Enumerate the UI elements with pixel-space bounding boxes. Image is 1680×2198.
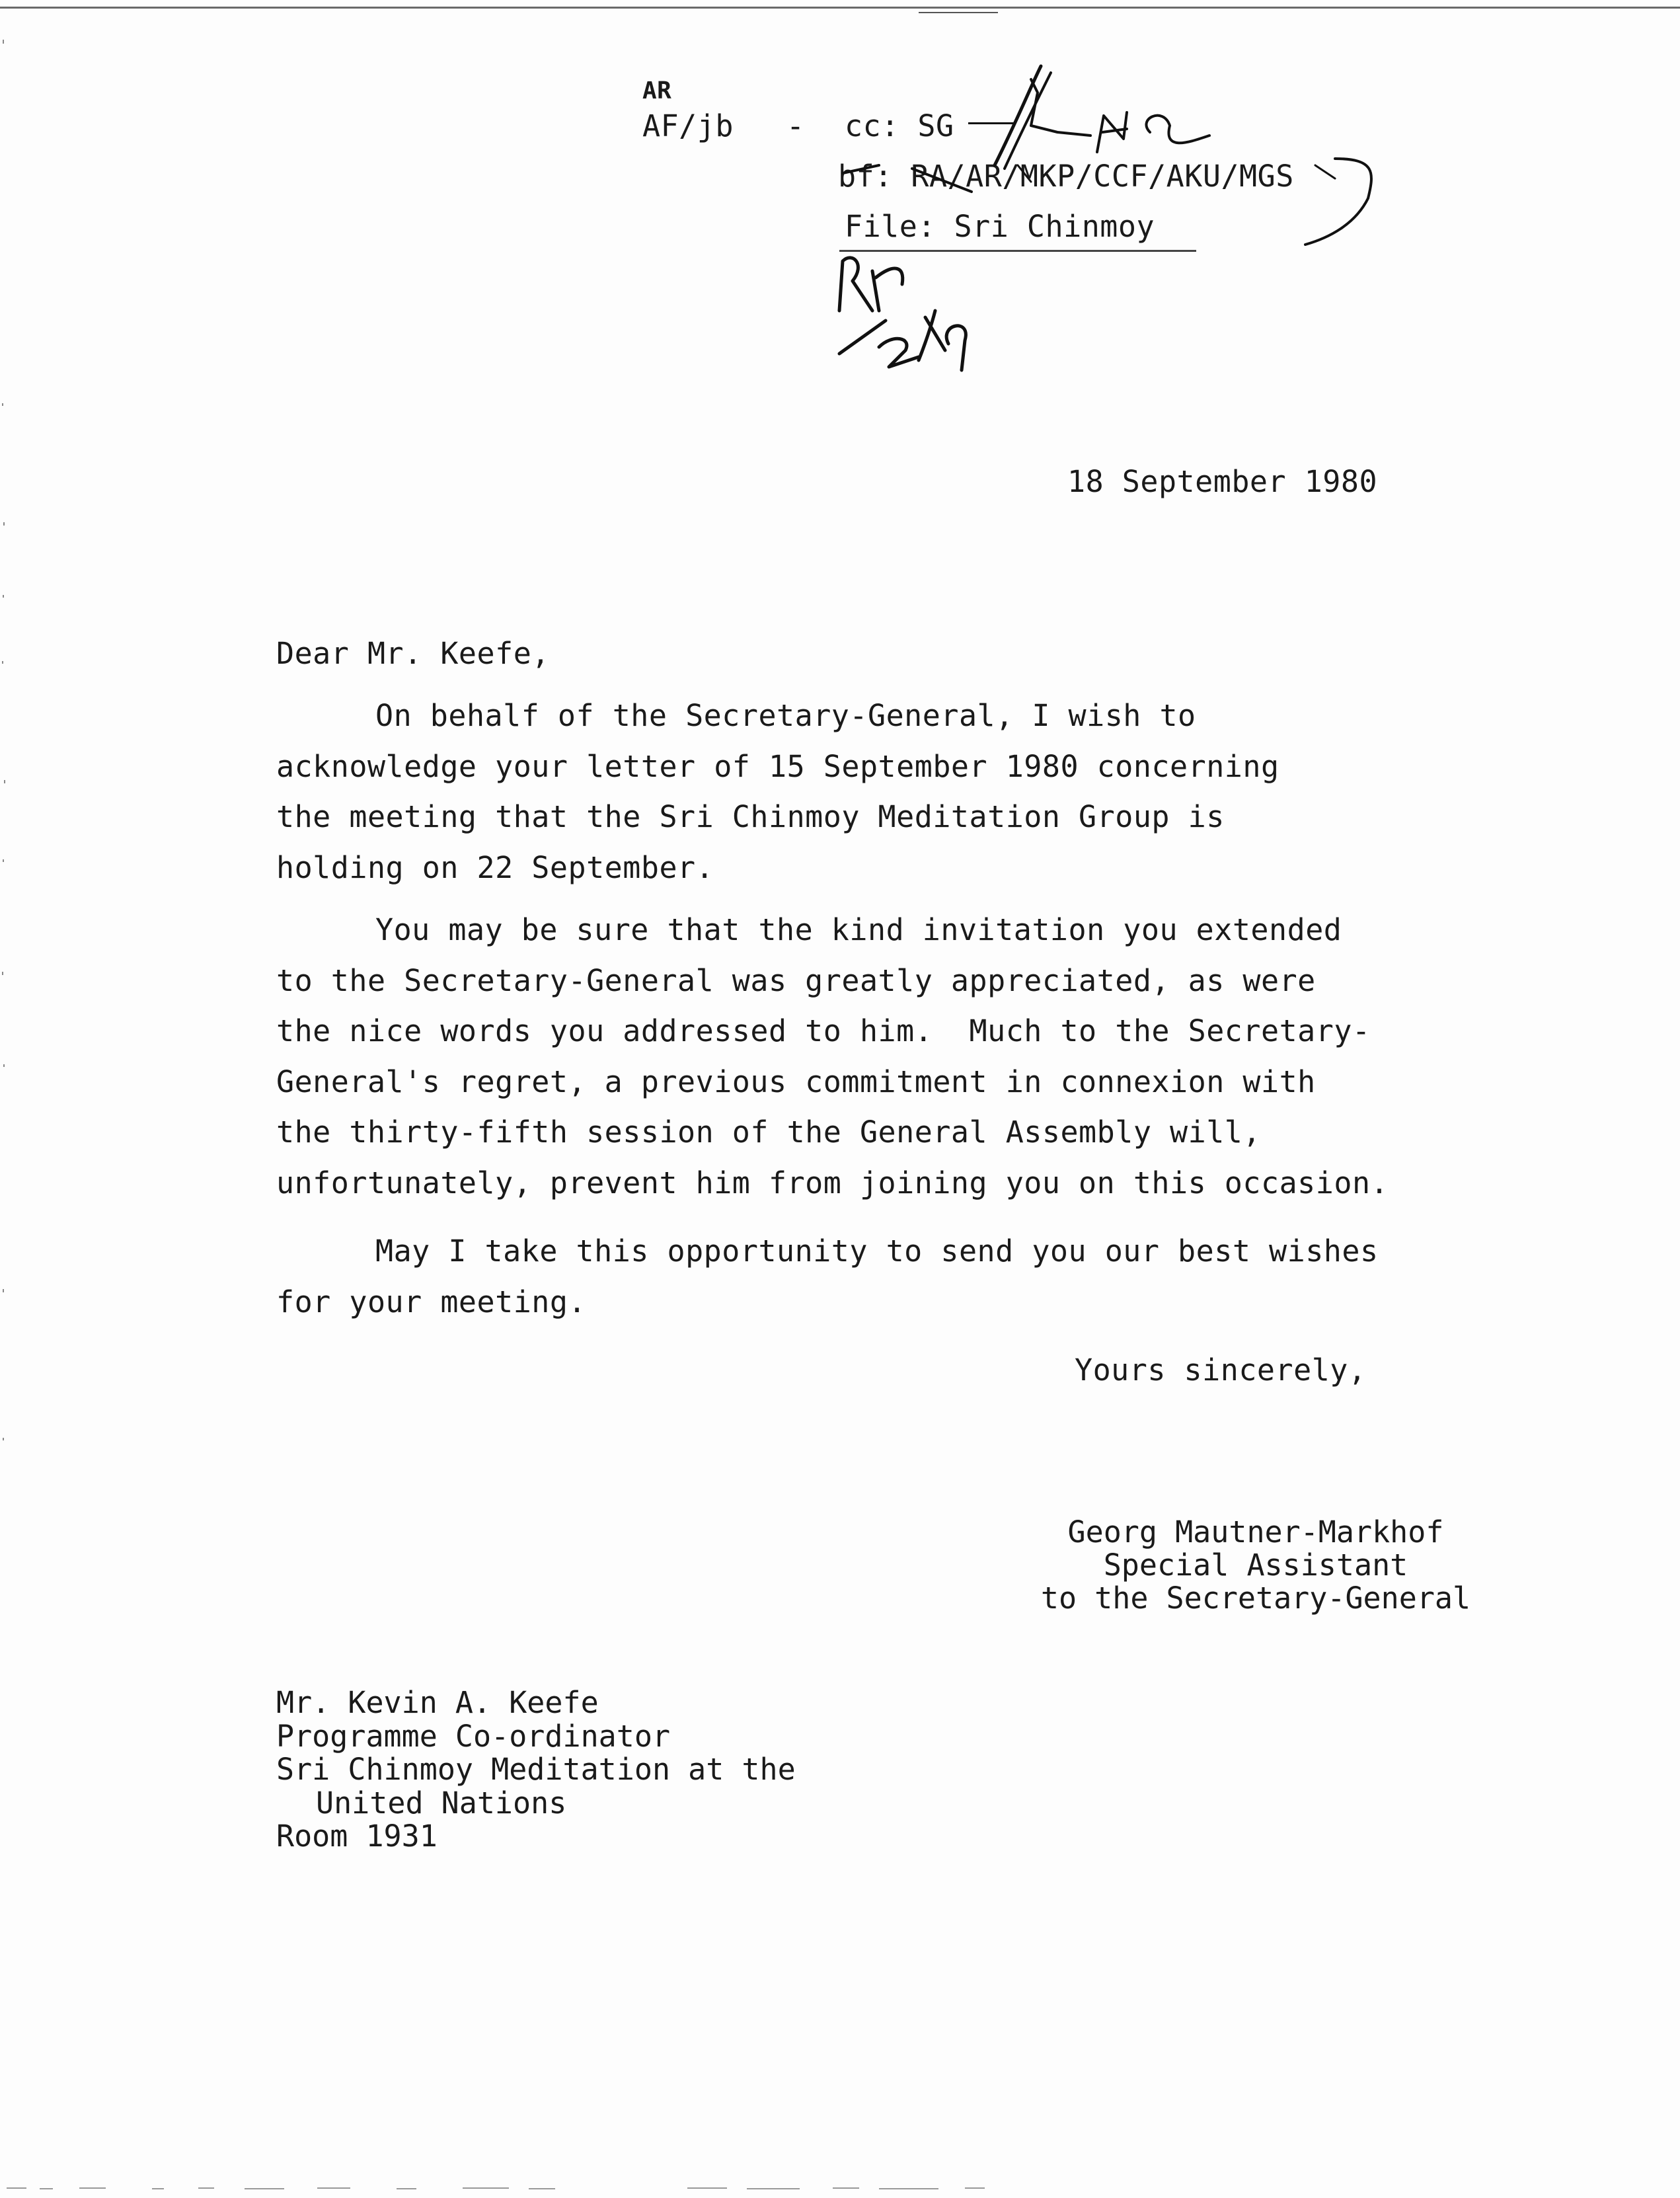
bottom-edge-specks [0, 2185, 1680, 2193]
handwritten-strike [1315, 165, 1335, 178]
paragraph-line: You may be sure that the kind invitation you extended [375, 912, 1342, 947]
paragraph-line: holding on 22 September. [276, 849, 714, 885]
handwritten-mark-rr [872, 268, 903, 311]
recipient-position: Programme Co-ordinator [276, 1718, 671, 1754]
recipient-address [276, 1686, 796, 1854]
handwritten-mark-date [879, 338, 919, 367]
handwritten-scribble [1031, 79, 1090, 136]
paragraph-line: On behalf of the Secretary-General, I wish to [375, 698, 1196, 733]
paragraph-line: to the Secretary-General was greatly appreciated, as were [276, 962, 1316, 998]
file-underline [839, 250, 1196, 252]
left-edge-specks [0, 0, 9, 2198]
handwritten-scribble [1097, 112, 1127, 152]
reference-bf: bf: RA/AR/MKP/CCF/AKU/MGS [838, 159, 1294, 194]
paragraph-line: the thirty-fifth session of the General Assembly will, [276, 1115, 1261, 1150]
handwritten-mark-rr [839, 258, 872, 311]
paragraph-line: the meeting that the Sri Chinmoy Meditation Group is [276, 799, 1225, 834]
handwritten-slash-stroke [968, 122, 1014, 124]
closing: Yours sincerely, [1075, 1353, 1367, 1388]
signer-title-2: to the Secretary-General [1040, 1581, 1471, 1616]
paragraph-line: for your meeting. [276, 1284, 587, 1319]
handwritten-mark-date [919, 311, 945, 360]
handwritten-mark-slash [839, 321, 886, 354]
reference-dash: - [786, 108, 805, 143]
signature-block [991, 1516, 1520, 1615]
signer-title: Special Assistant [1103, 1548, 1408, 1583]
paragraph-line: the nice words you addressed to him. Much to the Secretary- [276, 1013, 1371, 1048]
reference-cc: cc: SG [845, 108, 954, 143]
recipient-org-line-2: United Nations [316, 1785, 567, 1821]
top-border-rule [0, 7, 1680, 9]
paragraph-line: General's regret, a previous commitment in connexion with [276, 1064, 1316, 1099]
paragraph-2 [276, 905, 1519, 1208]
paragraph-1 [276, 691, 1519, 893]
paragraph-line: acknowledge your letter of 15 September 1980 concerning [276, 748, 1279, 784]
handwritten-bracket [1305, 159, 1371, 245]
paragraph-3 [276, 1226, 1519, 1327]
signer-name: Georg Mautner-Markhof [1067, 1514, 1444, 1550]
handwritten-mark-date [946, 326, 966, 370]
recipient-org-line-1: Sri Chinmoy Meditation at the [276, 1752, 796, 1787]
recipient-name: Mr. Kevin A. Keefe [276, 1685, 599, 1720]
recipient-room: Room 1931 [276, 1819, 438, 1854]
reference-initials-top: AR [642, 77, 672, 104]
reference-initials: AF/jb [642, 108, 734, 143]
handwritten-slash-stroke [1005, 73, 1051, 169]
top-border-mark [919, 12, 998, 13]
paragraph-line: unfortunately, prevent him from joining you on this occasion. [276, 1165, 1389, 1200]
handwritten-scribble [1146, 116, 1209, 143]
reference-file: File: Sri Chinmoy [845, 209, 1155, 244]
paragraph-line: May I take this opportunity to send you our best wishes [375, 1234, 1379, 1269]
salutation: Dear Mr. Keefe, [276, 636, 550, 671]
handwritten-slash-stroke [995, 66, 1041, 165]
letter-date: 18 September 1980 [1067, 464, 1378, 499]
